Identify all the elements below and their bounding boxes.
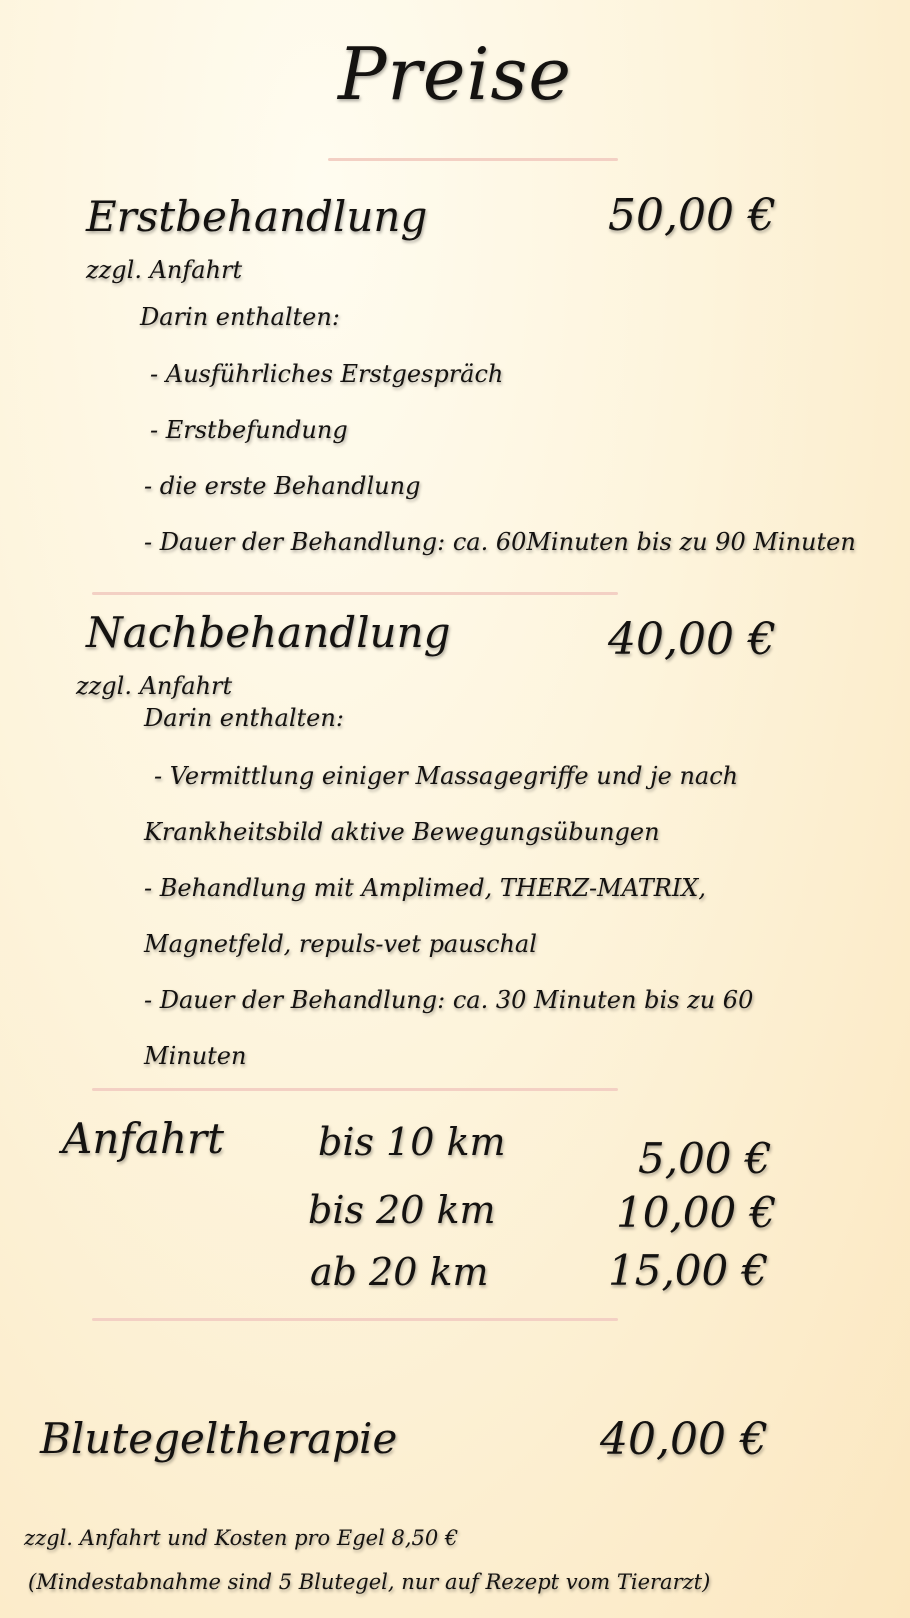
section-divider — [92, 1318, 618, 1321]
list-item: - Behandlung mit Amplimed, THERZ-MATRIX, — [144, 874, 707, 902]
anfahrt-price: 10,00 € — [616, 1188, 777, 1237]
list-item: Krankheitsbild aktive Bewegungsübungen — [144, 818, 660, 846]
list-item: - die erste Behandlung — [144, 472, 421, 500]
list-item: - Ausführliches Erstgespräch — [150, 360, 504, 388]
page-title: Preise — [337, 32, 573, 116]
list-item: - Dauer der Behandlung: ca. 60Minuten bis zu 90 Minuten — [144, 528, 856, 556]
anfahrt-distance: bis 20 km — [308, 1188, 496, 1232]
price-blutegeltherapie: 40,00 € — [600, 1414, 768, 1465]
list-item: Minuten — [144, 1042, 247, 1070]
note-nachbehandlung: zzgl. Anfahrt — [76, 672, 233, 700]
anfahrt-distance: ab 20 km — [310, 1250, 489, 1294]
list-item: Magnetfeld, repuls-vet pauschal — [144, 930, 537, 958]
blutegel-requirement: (Mindestabnahme sind 5 Blutegel, nur auf Rezept vom Tierarzt) — [28, 1570, 711, 1594]
anfahrt-price: 5,00 € — [638, 1134, 772, 1183]
title-divider — [328, 158, 618, 161]
list-item: - Dauer der Behandlung: ca. 30 Minuten bis zu 60 — [144, 986, 754, 1014]
section-divider — [92, 592, 618, 595]
list-item: - Vermittlung einiger Massagegriffe und je nach — [154, 762, 739, 790]
intro-nachbehandlung: Darin enthalten: — [144, 704, 344, 732]
section-heading-erstbehandlung: Erstbehandlung — [86, 192, 428, 241]
price-erstbehandlung: 50,00 € — [608, 190, 776, 241]
price-nachbehandlung: 40,00 € — [608, 614, 776, 665]
intro-erstbehandlung: Darin enthalten: — [140, 303, 340, 331]
section-divider — [92, 1088, 618, 1091]
blutegel-note: zzgl. Anfahrt und Kosten pro Egel 8,50 € — [24, 1526, 459, 1550]
section-heading-nachbehandlung: Nachbehandlung — [86, 608, 451, 657]
anfahrt-distance: bis 10 km — [318, 1120, 506, 1164]
anfahrt-price: 15,00 € — [608, 1246, 769, 1295]
list-item: - Erstbefundung — [150, 416, 348, 444]
note-erstbehandlung: zzgl. Anfahrt — [86, 256, 243, 284]
section-heading-blutegeltherapie: Blutegeltherapie — [40, 1414, 398, 1463]
section-heading-anfahrt: Anfahrt — [62, 1114, 224, 1163]
